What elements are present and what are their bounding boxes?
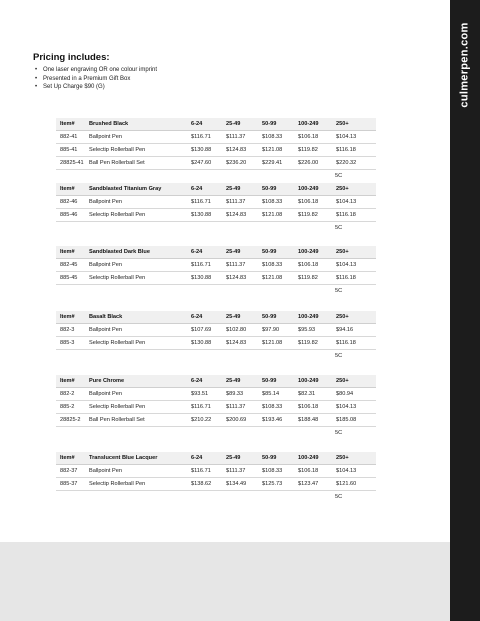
finish-name: Pure Chrome <box>89 378 125 384</box>
brand-url <box>450 0 480 130</box>
price-cell: $111.37 <box>226 404 246 410</box>
price-cell: $108.33 <box>262 262 283 268</box>
column-header: Item# <box>60 378 75 384</box>
footer-band <box>0 542 450 621</box>
price-cell: $121.08 <box>262 340 283 346</box>
price-table <box>56 118 376 182</box>
column-header: 25-49 <box>226 186 241 192</box>
column-header: 100-249 <box>298 314 319 320</box>
price-cell: $106.18 <box>298 134 319 140</box>
price-cell: $121.08 <box>262 275 283 281</box>
column-header: Item# <box>60 121 75 127</box>
table-row <box>56 324 376 337</box>
price-cell: $104.13 <box>336 404 357 410</box>
price-cell: $106.18 <box>298 262 319 268</box>
table-row <box>56 478 376 491</box>
product-name: Selectip Rollerball Pen <box>89 147 146 153</box>
column-header: 6-24 <box>191 378 203 384</box>
price-cell: $123.47 <box>298 481 319 487</box>
item-number: 885-3 <box>60 340 75 346</box>
table-footnote-row <box>56 350 376 362</box>
price-cell: $200.69 <box>226 417 247 423</box>
column-header: 250+ <box>336 121 349 127</box>
column-header: 25-49 <box>226 249 241 255</box>
column-header: Item# <box>60 314 75 320</box>
price-cell: $188.48 <box>298 417 319 423</box>
price-cell: $108.33 <box>262 468 283 474</box>
item-number: 882-46 <box>60 199 78 205</box>
footnote-code: 5C <box>335 173 343 179</box>
price-cell: $130.88 <box>191 275 212 281</box>
finish-name: Sandblasted Titanium Gray <box>89 186 162 192</box>
price-cell: $121.60 <box>336 481 357 487</box>
price-cell: $124.83 <box>226 147 247 153</box>
price-cell: $124.83 <box>226 275 247 281</box>
price-cell: $121.08 <box>262 147 283 153</box>
item-number: 885-45 <box>60 275 78 281</box>
item-number: 28825-2 <box>60 417 81 423</box>
price-cell: $104.13 <box>336 468 357 474</box>
table-header-row <box>56 375 376 388</box>
column-header: 50-99 <box>262 249 277 255</box>
table-header-row <box>56 311 376 324</box>
price-cell: $210.22 <box>191 417 212 423</box>
product-name: Selectip Rollerball Pen <box>89 275 146 281</box>
price-table <box>56 375 376 439</box>
price-cell: $116.71 <box>191 134 211 140</box>
product-name: Ballpoint Pen <box>89 468 122 474</box>
finish-name: Sandblasted Dark Blue <box>89 249 150 255</box>
table-row <box>56 388 376 401</box>
item-number: 882-45 <box>60 262 78 268</box>
price-cell: $104.13 <box>336 134 357 140</box>
brand-url-text: culmerpen.com <box>459 22 472 108</box>
footnote-code: 5C <box>335 225 343 231</box>
pricing-includes <box>33 52 157 92</box>
column-header: 50-99 <box>262 455 277 461</box>
price-cell: $130.88 <box>191 212 212 218</box>
finish-name: Basalt Black <box>89 314 123 320</box>
price-cell: $124.83 <box>226 340 247 346</box>
price-cell: $119.82 <box>298 275 318 281</box>
item-number: 885-46 <box>60 212 78 218</box>
price-cell: $111.37 <box>226 199 246 205</box>
price-cell: $111.37 <box>226 262 246 268</box>
item-number: 882-37 <box>60 468 78 474</box>
table-footnote-row <box>56 170 376 182</box>
price-cell: $106.18 <box>298 199 319 205</box>
column-header: 6-24 <box>191 249 203 255</box>
table-footnote-row <box>56 285 376 297</box>
price-cell: $94.16 <box>336 327 354 333</box>
table-row <box>56 157 376 170</box>
column-header: 250+ <box>336 455 349 461</box>
table-row <box>56 414 376 427</box>
footnote-code: 5C <box>335 430 343 436</box>
table-header-row <box>56 452 376 465</box>
column-header: 50-99 <box>262 186 277 192</box>
price-cell: $95.93 <box>298 327 316 333</box>
price-cell: $119.82 <box>298 340 318 346</box>
column-header: 100-249 <box>298 455 319 461</box>
column-header: 100-249 <box>298 186 319 192</box>
price-cell: $104.13 <box>336 262 357 268</box>
product-name: Selectip Rollerball Pen <box>89 340 146 346</box>
column-header: 25-49 <box>226 314 241 320</box>
price-table <box>56 452 376 503</box>
column-header: 250+ <box>336 186 349 192</box>
product-name: Selectip Rollerball Pen <box>89 481 146 487</box>
price-cell: $102.80 <box>226 327 247 333</box>
column-header: Item# <box>60 249 75 255</box>
column-header: 25-49 <box>226 378 241 384</box>
price-table <box>56 311 376 362</box>
pricing-item: • Presented in a Premium Gift Box <box>43 75 157 84</box>
item-number: 885-37 <box>60 481 78 487</box>
product-name: Ballpoint Pen <box>89 327 122 333</box>
price-cell: $106.18 <box>298 468 319 474</box>
table-header-row <box>56 183 376 196</box>
price-cell: $138.62 <box>191 481 212 487</box>
price-cell: $116.18 <box>336 340 356 346</box>
price-cell: $247.60 <box>191 160 212 166</box>
product-name: Ballpoint Pen <box>89 391 122 397</box>
price-cell: $193.46 <box>262 417 283 423</box>
table-row <box>56 272 376 285</box>
table-row <box>56 465 376 478</box>
column-header: Item# <box>60 186 75 192</box>
table-footnote-row <box>56 222 376 234</box>
price-cell: $97.90 <box>262 327 280 333</box>
footnote-code: 5C <box>335 288 343 294</box>
price-cell: $119.82 <box>298 212 318 218</box>
column-header: 250+ <box>336 314 349 320</box>
table-header-row <box>56 118 376 131</box>
product-name: Ball Pen Rollerball Set <box>89 160 145 166</box>
column-header: 250+ <box>336 249 349 255</box>
price-cell: $116.71 <box>191 468 211 474</box>
column-header: 6-24 <box>191 314 203 320</box>
price-cell: $111.37 <box>226 468 246 474</box>
item-number: 882-41 <box>60 134 78 140</box>
price-cell: $185.08 <box>336 417 357 423</box>
price-cell: $85.14 <box>262 391 280 397</box>
column-header: 6-24 <box>191 121 203 127</box>
price-cell: $226.00 <box>298 160 319 166</box>
price-cell: $236.20 <box>226 160 247 166</box>
price-cell: $108.33 <box>262 134 283 140</box>
table-row <box>56 196 376 209</box>
item-number: 885-41 <box>60 147 78 153</box>
column-header: Item# <box>60 455 75 461</box>
price-cell: $107.69 <box>191 327 212 333</box>
price-cell: $130.88 <box>191 147 212 153</box>
price-cell: $125.73 <box>262 481 283 487</box>
price-cell: $106.18 <box>298 404 319 410</box>
column-header: 100-249 <box>298 249 319 255</box>
item-number: 28825-41 <box>60 160 84 166</box>
price-cell: $116.18 <box>336 147 356 153</box>
price-cell: $89.33 <box>226 391 244 397</box>
price-cell: $108.33 <box>262 199 283 205</box>
table-header-row <box>56 246 376 259</box>
column-header: 100-249 <box>298 121 319 127</box>
price-cell: $220.32 <box>336 160 357 166</box>
pricing-item: • Set Up Charge $90 (G) <box>43 83 157 92</box>
footnote-code: 5C <box>335 353 343 359</box>
item-number: 882-2 <box>60 391 75 397</box>
item-number: 882-3 <box>60 327 75 333</box>
column-header: 50-99 <box>262 378 277 384</box>
table-row <box>56 144 376 157</box>
price-cell: $116.18 <box>336 212 356 218</box>
column-header: 50-99 <box>262 314 277 320</box>
price-cell: $116.71 <box>191 404 211 410</box>
table-row <box>56 259 376 272</box>
price-table <box>56 246 376 297</box>
item-number: 885-2 <box>60 404 75 410</box>
price-cell: $116.71 <box>191 262 211 268</box>
pricing-list <box>33 66 157 92</box>
price-cell: $130.88 <box>191 340 212 346</box>
column-header: 50-99 <box>262 121 277 127</box>
price-cell: $229.41 <box>262 160 283 166</box>
column-header: 25-49 <box>226 121 241 127</box>
price-cell: $80.94 <box>336 391 354 397</box>
price-cell: $116.71 <box>191 199 211 205</box>
table-footnote-row <box>56 491 376 503</box>
product-name: Ballpoint Pen <box>89 262 122 268</box>
table-row <box>56 401 376 414</box>
table-row <box>56 337 376 350</box>
column-header: 250+ <box>336 378 349 384</box>
price-table <box>56 183 376 234</box>
table-row <box>56 209 376 222</box>
price-cell: $93.51 <box>191 391 209 397</box>
finish-name: Brushed Black <box>89 121 129 127</box>
column-header: 6-24 <box>191 455 203 461</box>
table-row <box>56 131 376 144</box>
product-name: Ballpoint Pen <box>89 199 122 205</box>
product-name: Ballpoint Pen <box>89 134 122 140</box>
price-cell: $134.49 <box>226 481 247 487</box>
table-footnote-row <box>56 427 376 439</box>
price-cell: $82.31 <box>298 391 316 397</box>
product-name: Selectip Rollerball Pen <box>89 404 146 410</box>
price-cell: $111.37 <box>226 134 246 140</box>
pricing-item: • One laser engraving OR one colour imprint <box>43 66 157 75</box>
finish-name: Translucent Blue Lacquer <box>89 455 158 461</box>
pricing-title: Pricing includes: <box>33 52 110 63</box>
column-header: 6-24 <box>191 186 203 192</box>
price-cell: $104.13 <box>336 199 357 205</box>
footnote-code: 5C <box>335 494 343 500</box>
price-cell: $119.82 <box>298 147 318 153</box>
price-cell: $121.08 <box>262 212 283 218</box>
column-header: 25-49 <box>226 455 241 461</box>
price-cell: $108.33 <box>262 404 283 410</box>
product-name: Selectip Rollerball Pen <box>89 212 146 218</box>
product-name: Ball Pen Rollerball Set <box>89 417 145 423</box>
column-header: 100-249 <box>298 378 319 384</box>
price-cell: $124.83 <box>226 212 247 218</box>
price-cell: $116.18 <box>336 275 356 281</box>
